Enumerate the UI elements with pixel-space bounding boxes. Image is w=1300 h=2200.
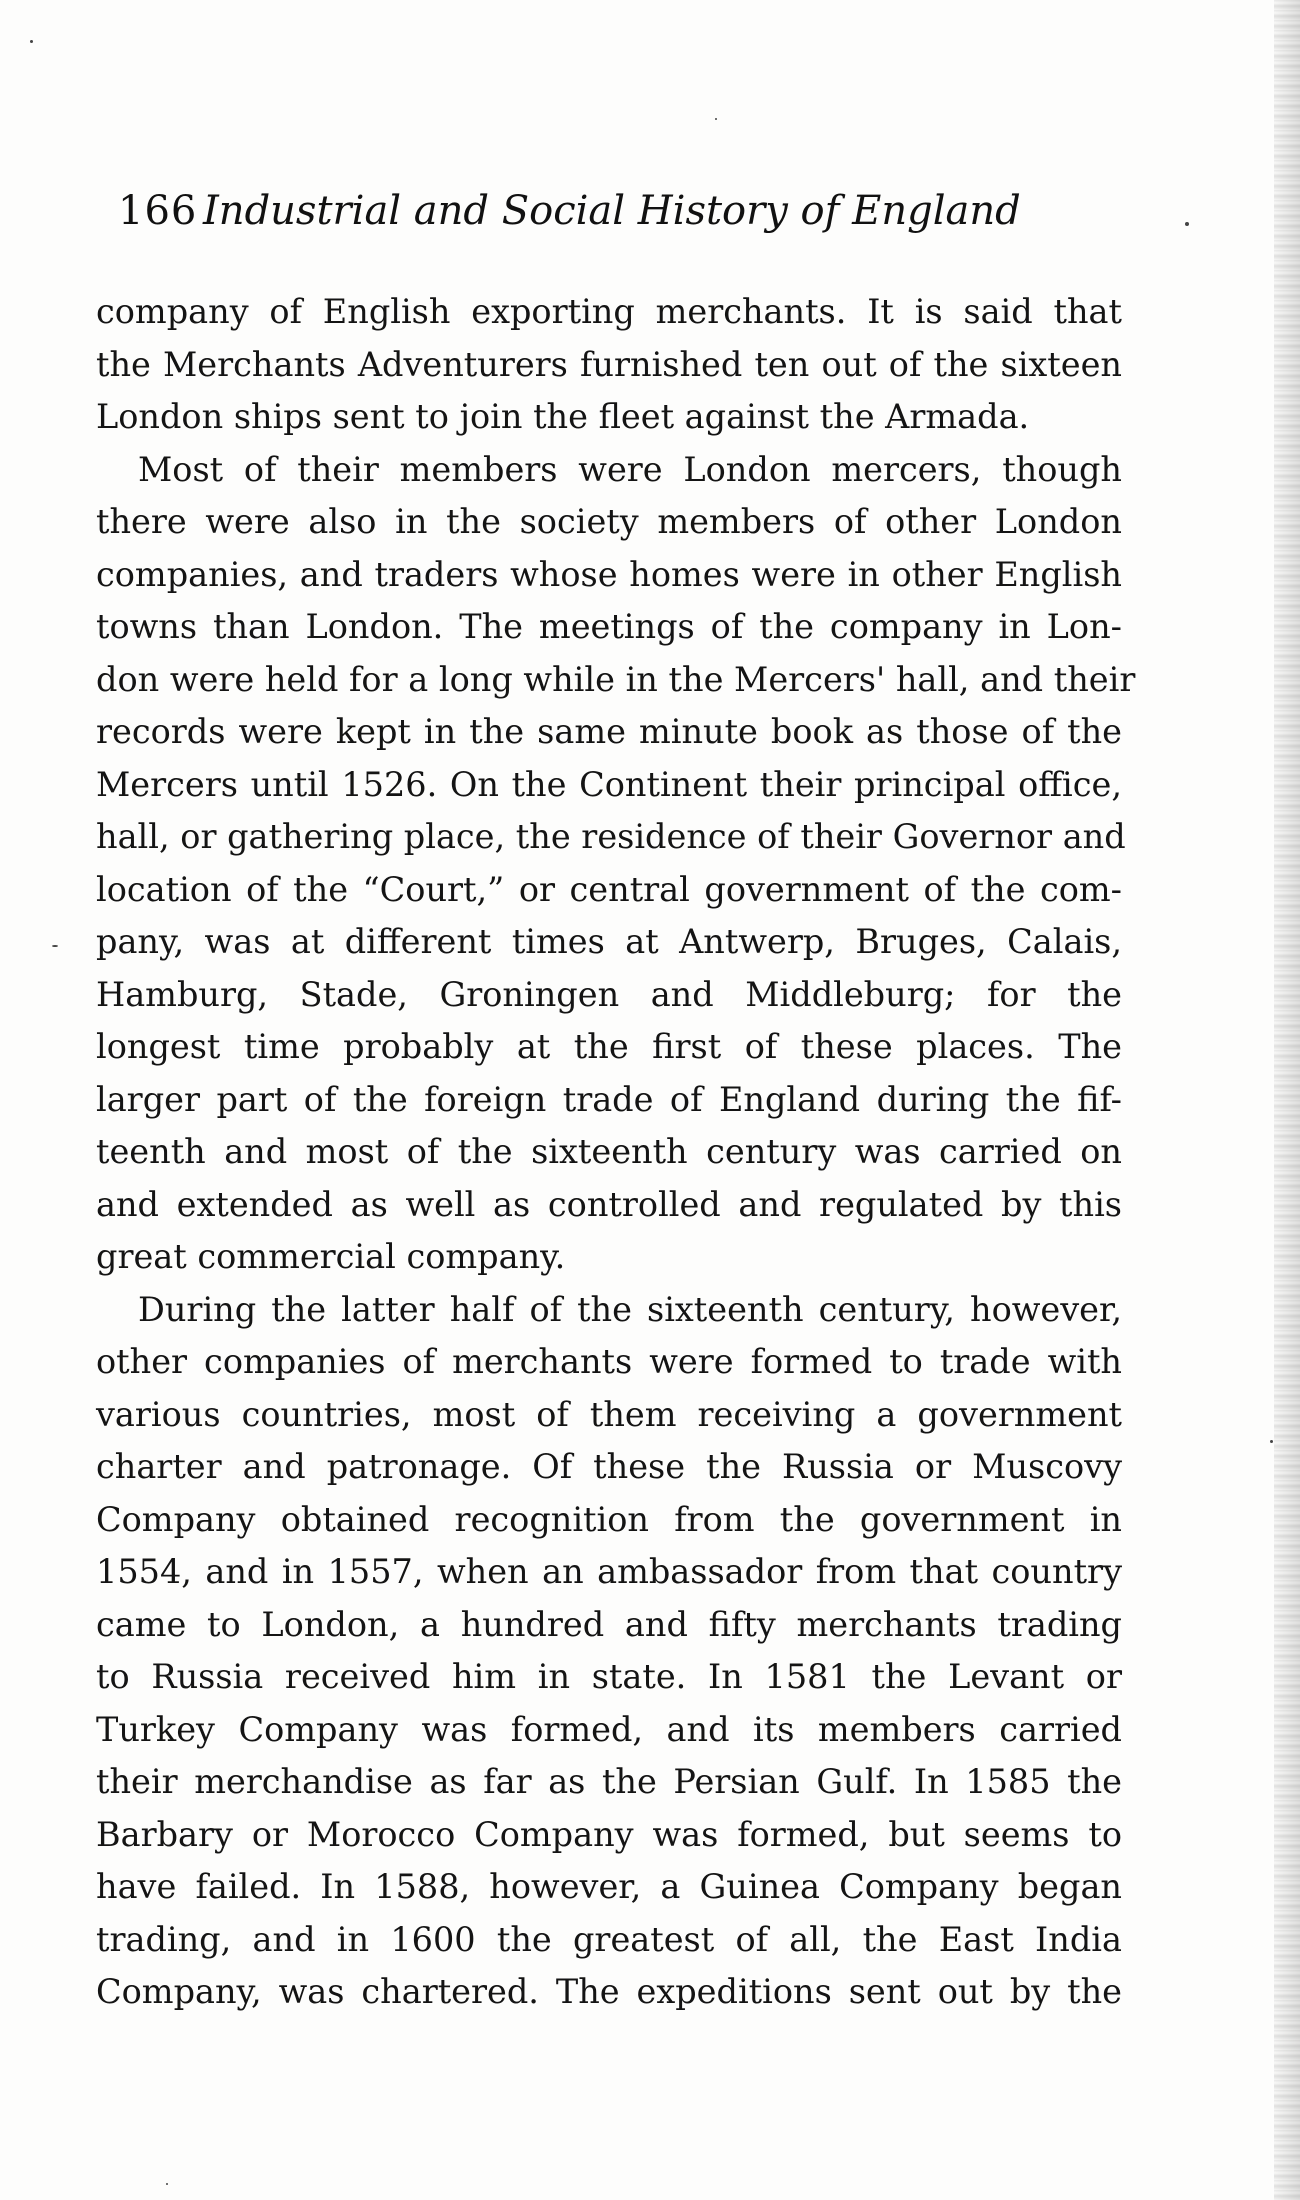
page-header [118, 188, 1118, 258]
text-line: great commercial company. [96, 1237, 566, 1276]
text-line: company of English exporting merchants. It is said that [96, 292, 1122, 331]
body-text [96, 286, 1136, 2019]
text-line: larger part of the foreign trade of England during the fif- [96, 1079, 1122, 1119]
text-line: Hamburg, Stade, Groningen and Middleburg; for the [96, 974, 1122, 1014]
text-line: came to London, a hundred and fifty merchants trading [96, 1604, 1122, 1644]
text-line: teenth and most of the sixteenth century was carried on [96, 1132, 1122, 1171]
text-line: hall, or gathering place, the residence of their Governor and [96, 817, 1126, 856]
scan-speck [52, 945, 58, 947]
text-line: and extended as well as controlled and regulated by this [96, 1184, 1122, 1224]
text-line: records were kept in the same minute book as those of the [96, 712, 1122, 751]
text-line: to Russia received him in state. In 1581 the Levant or [96, 1657, 1122, 1696]
scan-speck [715, 118, 717, 120]
text-line: various countries, most of them receiving a government [96, 1394, 1122, 1434]
text-line: During the latter half of the sixteenth century, however, [138, 1289, 1122, 1329]
text-line: their merchandise as far as the Persian Gulf. In 1585 the [96, 1762, 1122, 1801]
text-line: other companies of merchants were formed to trade with [96, 1342, 1122, 1381]
text-line: there were also in the society members of other London [96, 502, 1122, 541]
running-title: Industrial and Social History of England [203, 188, 1021, 234]
text-line: have failed. In 1588, however, a Guinea Company began [96, 1867, 1122, 1906]
text-line: trading, and in 1600 the greatest of all, the East India [96, 1919, 1122, 1959]
scan-speck [30, 40, 33, 43]
text-line: Most of their members were London mercers, though [138, 449, 1122, 489]
text-line: the Merchants Adventurers furnished ten out of the sixteen [96, 344, 1122, 384]
text-line: charter and patronage. Of these the Russia or Muscovy [96, 1447, 1122, 1486]
page-number: 166 [118, 188, 198, 234]
paragraph [96, 286, 1122, 444]
text-line: pany, was at different times at Antwerp, Bruges, Calais, [96, 922, 1122, 961]
text-line: London ships sent to join the fleet against the Armada. [96, 397, 1030, 436]
text-line: Turkey Company was formed, and its members carried [96, 1709, 1122, 1749]
scan-speck [166, 2183, 168, 2185]
text-line: Company, was chartered. The expeditions sent out by the [96, 1972, 1122, 2011]
text-line: companies, and traders whose homes were in other English [96, 554, 1122, 594]
text-line: Mercers until 1526. On the Continent their principal office, [96, 764, 1122, 804]
text-line: Barbary or Morocco Company was formed, but seems to [96, 1814, 1122, 1854]
text-line: don were held for a long while in the Mercers' hall, and their [96, 659, 1136, 699]
text-line: towns than London. The meetings of the company in Lon- [96, 607, 1122, 646]
scan-speck [1185, 222, 1189, 226]
paragraph [96, 1284, 1122, 2019]
text-line: 1554, and in 1557, when an ambassador from that country [96, 1552, 1122, 1591]
paragraph [96, 444, 1136, 1284]
text-line: Company obtained recognition from the government in [96, 1499, 1122, 1539]
scan-speck [1270, 1440, 1273, 1443]
text-line: longest time probably at the first of these places. The [96, 1027, 1122, 1066]
text-line: location of the “Court,” or central government of the com- [96, 869, 1122, 909]
scan-edge-shadow [1274, 0, 1300, 2200]
